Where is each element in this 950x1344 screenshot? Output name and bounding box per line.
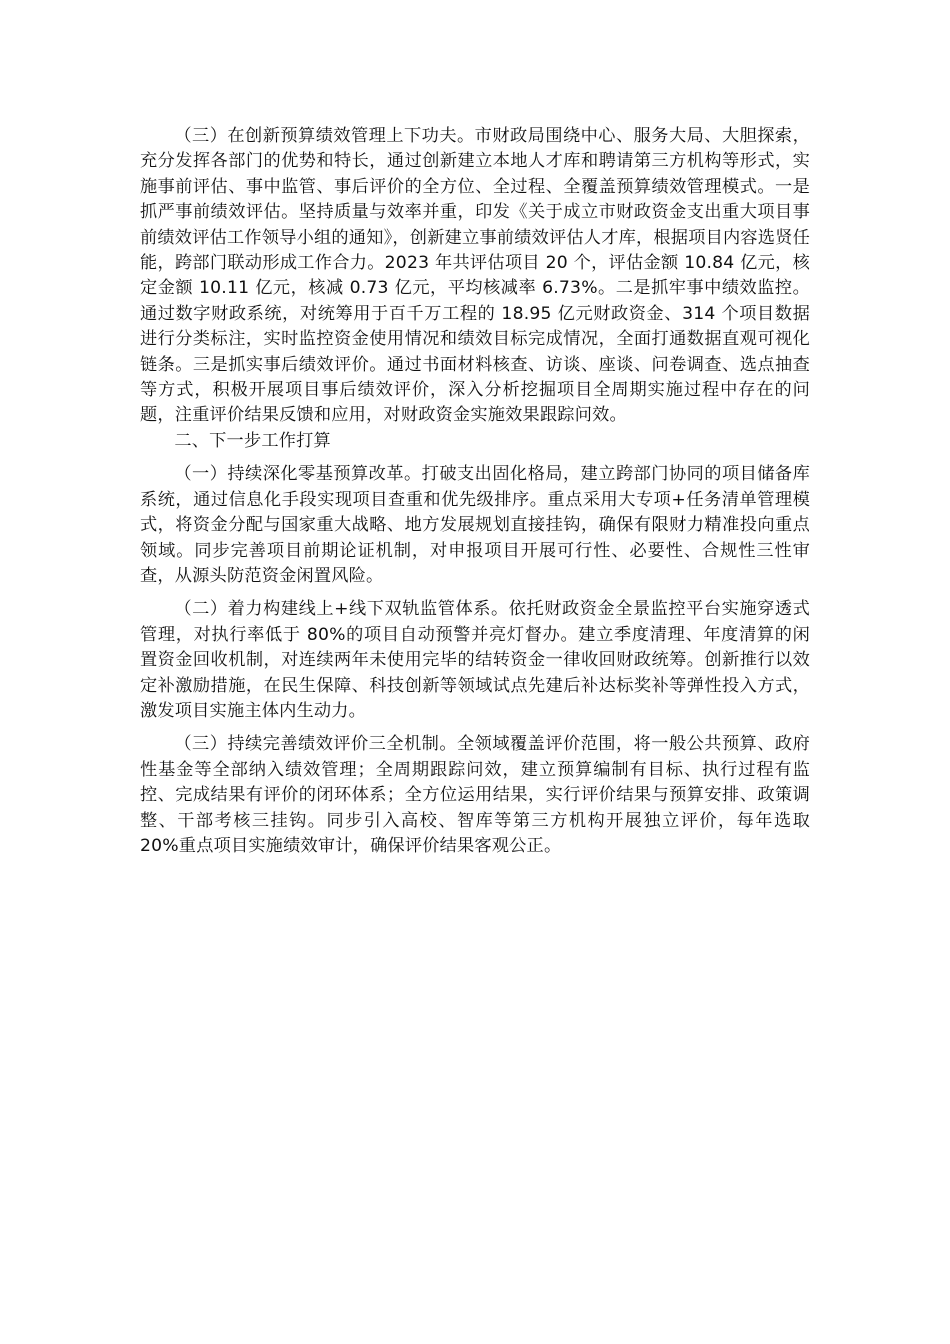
section-heading-next-steps: 二、下一步工作打算 [174,430,331,451]
paragraph-three-full-evaluation: （三）持续完善绩效评价三全机制。全领域覆盖评价范围，将一般公共预算、政府性基金等全部纳入绩效管理；全周期跟踪问效，建立预算编制有目标、执行过程有监控、完成结果有评价的闭环体系；全方位运用结果，实行评价结果与预算安排、政策调整、干部考核三挂钩。同步引入高校、智库等第三方机构开展独立评价，每年选取 20%重点项目实施绩效审计，确保评价结果客观公正。 [140,734,810,856]
document-body [140,124,810,859]
paragraph-innovation-performance-management: （三）在创新预算绩效管理上下功夫。市财政局围绕中心、服务大局、大胆探索，充分发挥各部门的优势和特长，通过创新建立本地人才库和聘请第三方机构等形式，实施事前评估、事中监管、事后评价的全方位、全过程、全覆盖预算绩效管理模式。一是抓严事前绩效评估。坚持质量与效率并重，印发《关于成立市财政资金支出重大项目事前绩效评估工作领导小组的通知》，创新建立事前绩效评估人才库，根据项目内容选贤任能，跨部门联动形成工作合力。2023 年共评估项目 20 个，评估金额 10.84 亿元，核定金额 10.11 亿元，核减 0.73 亿元，平均核减率 6.73%。二是抓牢事中绩效监控。通过数字财政系统，对统筹用于百千万工程的 18.95 亿元财政资金、314 个项目数据进行分类标注，实时监控资金使用情况和绩效目标完成情况，全面打通数据直观可视化链条。三是抓实事后绩效评价。通过书面材料核查、访谈、座谈、问卷调查、选点抽查等方式，积极开展项目事后绩效评价，深入分析挖掘项目全周期实施过程中存在的问题，注重评价结果反馈和应用，对财政资金实施效果跟踪问效。 [140,126,810,426]
paragraph-dual-track-supervision: （二）着力构建线上+线下双轨监管体系。依托财政资金全景监控平台实施穿透式管理，对执行率低于 80%的项目自动预警并亮灯督办。建立季度清理、年度清算的闲置资金回收机制，对连续两年未使用完毕的结转资金一律收回财政统筹。创新推行以效定补激励措施，在民生保障、科技创新等领域试点先建后补达标奖补等弹性投入方式，激发项目实施主体内生动力。 [140,599,810,721]
paragraph-zero-based-budget: （一）持续深化零基预算改革。打破支出固化格局，建立跨部门协同的项目储备库系统，通过信息化手段实现项目查重和优先级排序。重点采用大专项+任务清单管理模式，将资金分配与国家重大战略、地方发展规划直接挂钩，确保有限财力精准投向重点领域。同步完善项目前期论证机制，对申报项目开展可行性、必要性、合规性三性审查，从源头防范资金闲置风险。 [140,464,810,586]
